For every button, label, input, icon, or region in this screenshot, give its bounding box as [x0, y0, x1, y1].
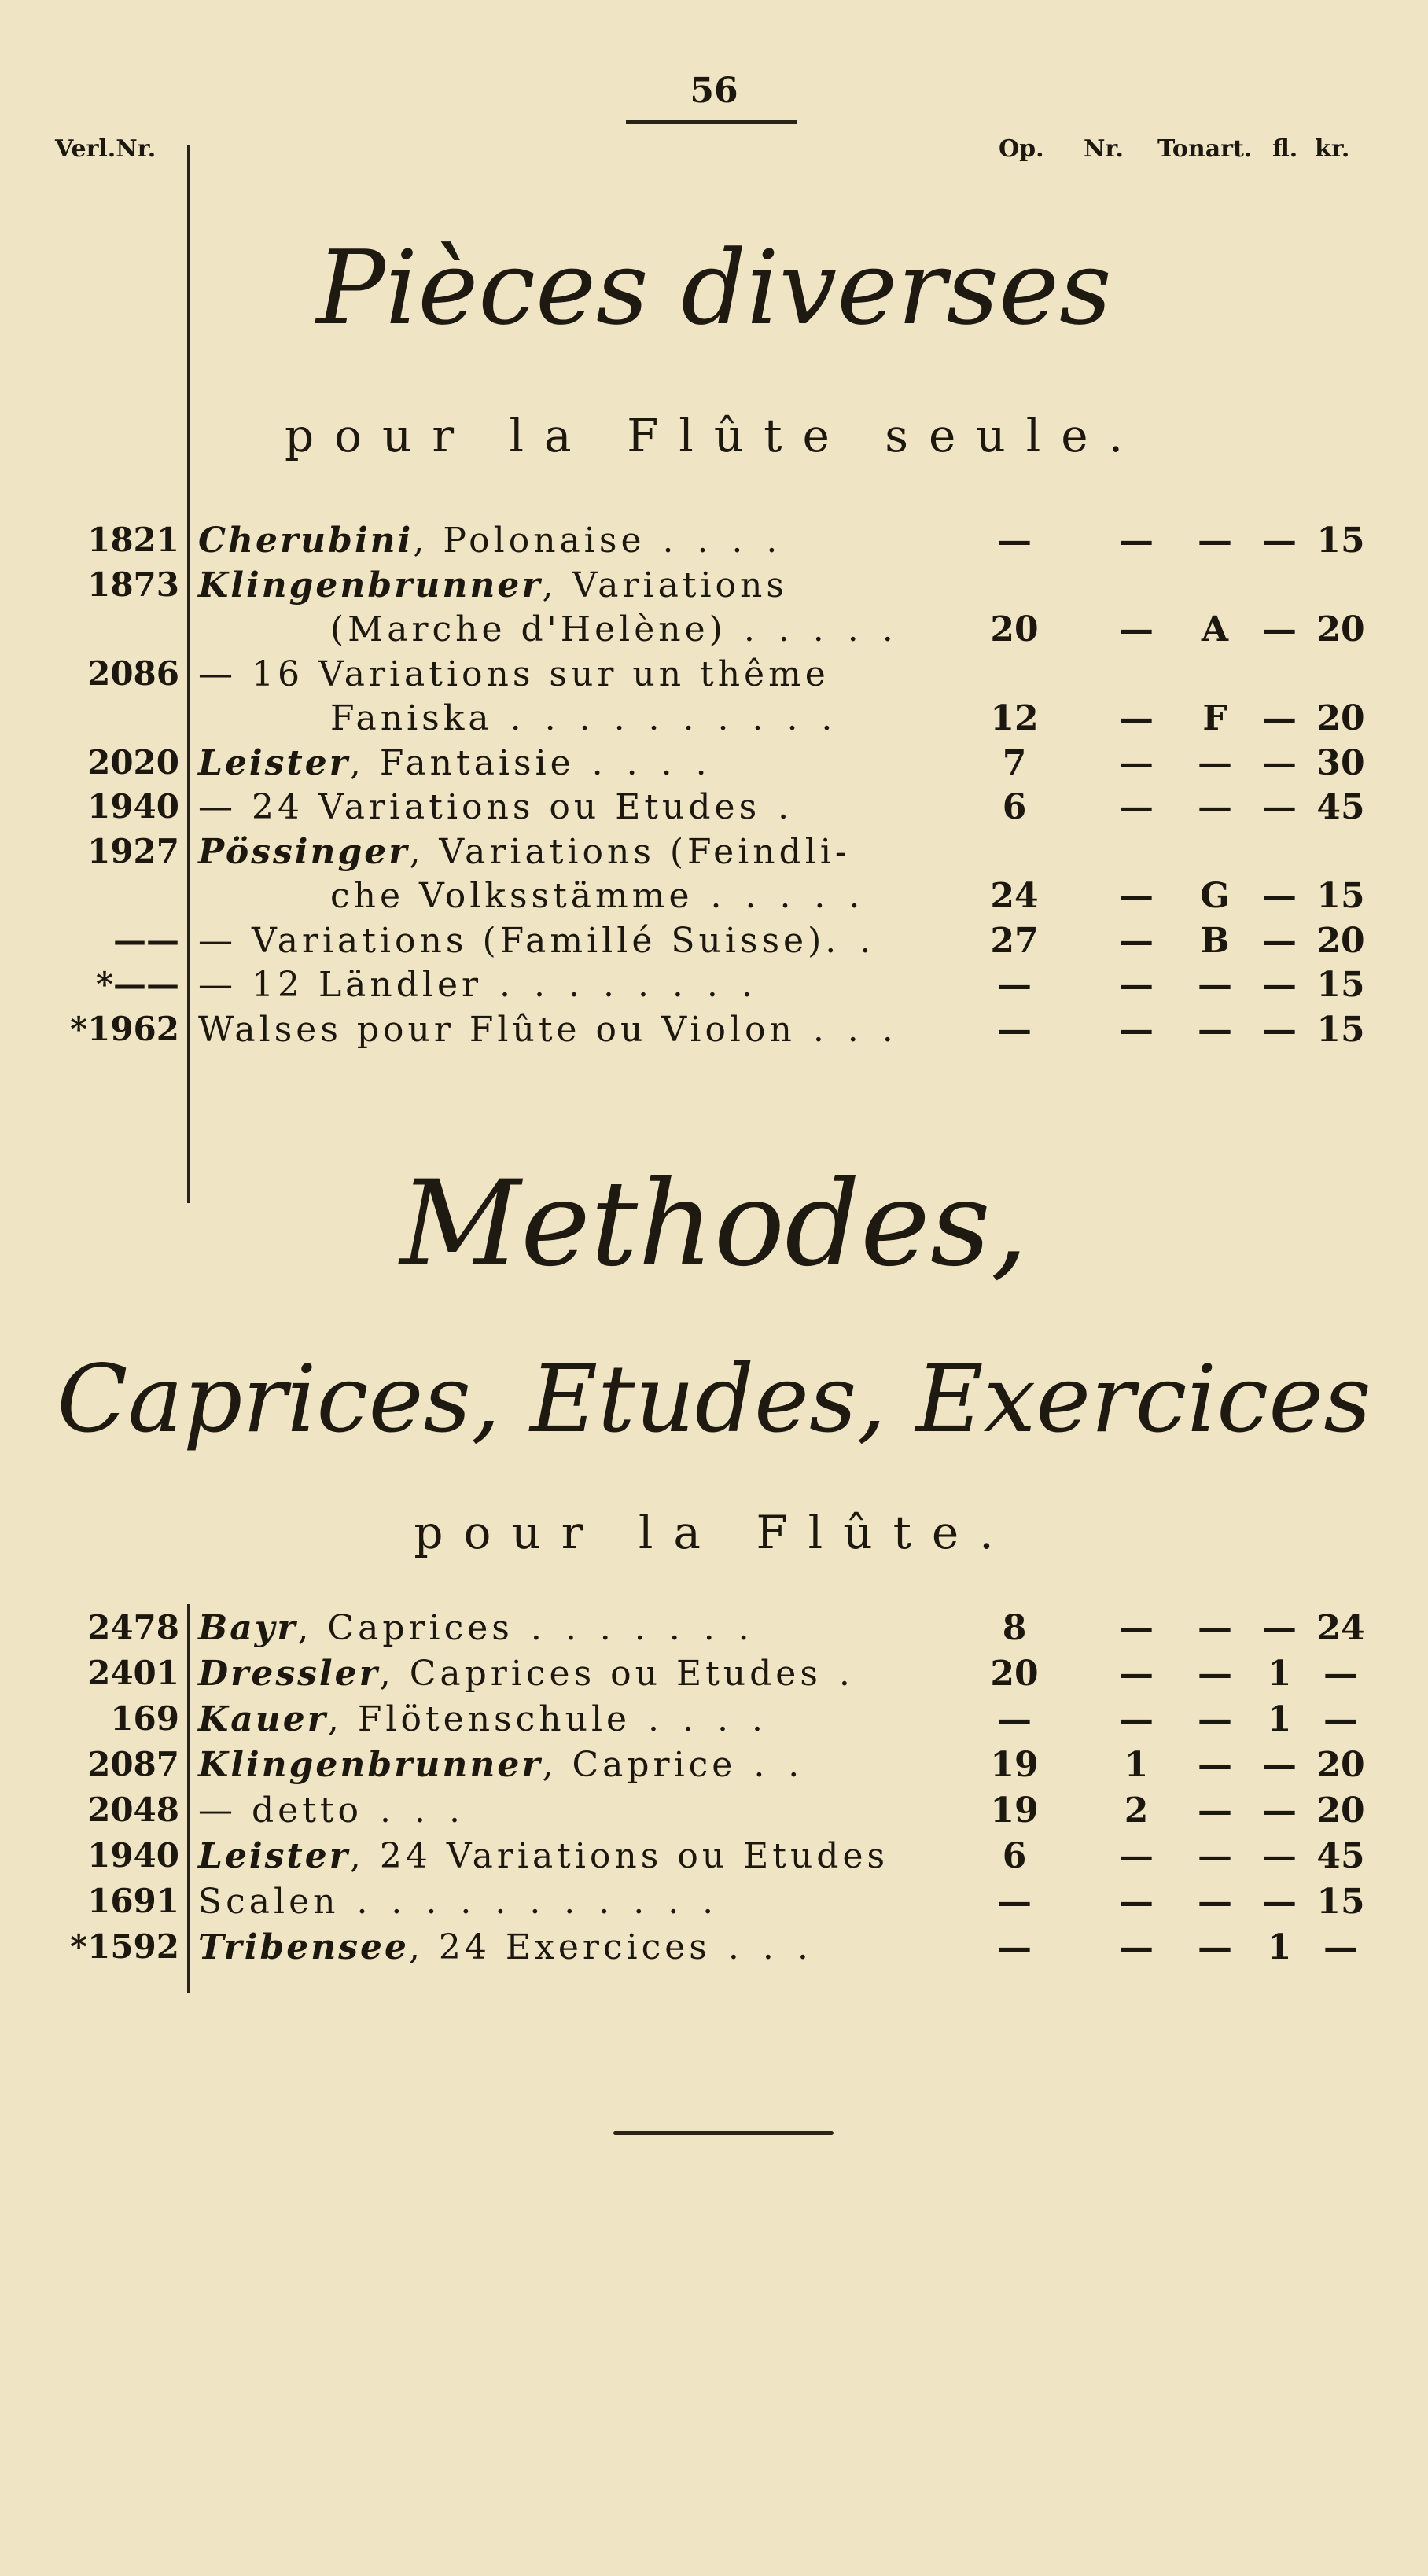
price-kreuzer: 15 [1316, 1882, 1365, 1922]
price-kreuzer: 20 [1316, 609, 1365, 650]
entry-title [330, 609, 900, 650]
section2-title2: Caprices, Etudes, Exercices [57, 1345, 1371, 1453]
leader-dots: . [821, 1654, 856, 1694]
leader-dots: . . . . [574, 742, 713, 783]
verlag-nr: *1962 [70, 1009, 179, 1048]
number: 2 [1124, 1790, 1149, 1831]
verlag-nr: 2086 [87, 653, 179, 693]
opus-number: 6 [1002, 787, 1027, 827]
price-kreuzer: 24 [1316, 1608, 1365, 1648]
price-florin: — [1262, 698, 1297, 738]
price-kreuzer: 15 [1316, 876, 1365, 916]
price-florin: — [1262, 787, 1297, 827]
entry-title [198, 921, 877, 961]
entry-title [198, 832, 851, 872]
composer-name: Bayr [198, 1608, 298, 1648]
price-florin: — [1262, 965, 1297, 1005]
key: B [1200, 920, 1230, 961]
key: — [1198, 1790, 1232, 1831]
header-verlag-nr: Verl.Nr. [55, 135, 156, 163]
work-title: che Volksstämme [330, 876, 694, 916]
price-florin: — [1262, 1790, 1297, 1831]
key: — [1198, 787, 1232, 827]
work-title: — 12 Ländler [198, 965, 483, 1005]
number: — [1119, 920, 1154, 961]
opus-number: 20 [990, 1654, 1039, 1694]
verlag-nr: *—— [96, 965, 179, 1003]
section2-title1: Methodes, [399, 1156, 1029, 1293]
key: — [1198, 742, 1232, 783]
verlag-nr: 1927 [87, 831, 179, 870]
number: — [1119, 609, 1154, 650]
number: 1 [1124, 1745, 1149, 1785]
leader-dots: . . . . [645, 521, 784, 561]
verlag-nr: 2087 [87, 1745, 179, 1783]
entry-title [198, 965, 759, 1005]
price-florin: — [1262, 609, 1297, 650]
price-kreuzer: 30 [1316, 742, 1365, 783]
price-kreuzer: — [1323, 1654, 1358, 1694]
work-title: , Caprices [297, 1608, 513, 1648]
entry-title [198, 743, 713, 783]
work-title: , Polonaise [413, 521, 646, 561]
composer-name: Leister [198, 742, 350, 783]
number: — [1119, 742, 1154, 783]
work-title: Walses pour Flûte ou Violon [198, 1009, 796, 1050]
entry-title [330, 876, 866, 916]
entry-title [198, 565, 788, 605]
entry-title [198, 1790, 466, 1831]
price-florin: 1 [1267, 1927, 1292, 1967]
number: — [1119, 965, 1154, 1005]
key: G [1200, 876, 1230, 916]
price-kreuzer: — [1323, 1699, 1358, 1739]
leader-dots: . . . . [631, 1699, 769, 1739]
number: — [1119, 698, 1154, 738]
price-kreuzer: 20 [1316, 920, 1365, 961]
price-kreuzer: 20 [1316, 698, 1365, 738]
opus-number: 6 [1002, 1836, 1027, 1876]
price-florin: 1 [1267, 1699, 1292, 1739]
verlag-nr: 1821 [87, 521, 179, 559]
opus-number: 7 [1002, 742, 1027, 783]
key: — [1198, 1927, 1232, 1967]
entry-title [198, 787, 795, 827]
key: — [1198, 965, 1232, 1005]
header-fl: fl. [1272, 135, 1298, 163]
price-kreuzer: 45 [1316, 1836, 1365, 1876]
verlag-nr: 1873 [87, 565, 179, 604]
key: — [1198, 1699, 1232, 1739]
work-title: , Caprice [542, 1745, 737, 1785]
number: — [1119, 1836, 1154, 1876]
work-title: — Variations (Famillé Suisse) [198, 920, 826, 961]
opus-number: 24 [990, 876, 1039, 916]
price-florin: — [1262, 1009, 1297, 1050]
opus-number: — [997, 521, 1032, 561]
entry-title [198, 1654, 856, 1694]
key: — [1198, 1882, 1232, 1922]
leader-dots: . [760, 787, 796, 827]
work-title: , Fantaisie [349, 742, 575, 783]
opus-number: — [997, 965, 1032, 1005]
leader-dots: . . [736, 1745, 806, 1785]
verlag-nr: 2048 [87, 1790, 179, 1829]
work-title: , Variations (Feindli- [409, 831, 851, 872]
entry-title [198, 1608, 756, 1648]
number: — [1119, 787, 1154, 827]
composer-name: Pössinger [198, 831, 410, 872]
leader-dots: . . . [363, 1790, 466, 1831]
entry-title [330, 698, 838, 738]
leader-dots: . . . . . . . . [482, 965, 759, 1005]
opus-number: 19 [990, 1790, 1039, 1831]
verlag-nr: 1940 [87, 1836, 179, 1875]
price-florin: — [1262, 1882, 1297, 1922]
number: — [1119, 876, 1154, 916]
composer-name: Tribensee [198, 1927, 409, 1967]
verlag-nr: 1940 [87, 787, 179, 826]
composer-name: Leister [198, 1836, 350, 1876]
price-florin: — [1262, 521, 1297, 561]
work-title: (Marche d'Helène) [330, 609, 727, 650]
opus-number: 19 [990, 1745, 1039, 1785]
price-kreuzer: — [1323, 1927, 1358, 1967]
verlag-nr: —— [113, 920, 179, 959]
key: A [1201, 609, 1229, 650]
price-kreuzer: 45 [1316, 787, 1365, 827]
number: — [1119, 1608, 1154, 1648]
entry-title [198, 1882, 720, 1922]
price-kreuzer: 15 [1316, 965, 1365, 1005]
verlag-nr: 2020 [87, 742, 179, 782]
header-tonart: Tonart. [1157, 135, 1253, 163]
number: — [1119, 1654, 1154, 1694]
leader-dots: . . . [710, 1927, 815, 1967]
work-title: , Variations [542, 565, 788, 605]
work-title: — 16 Variations sur un thême [198, 653, 830, 694]
number: — [1119, 1882, 1154, 1922]
verlag-nr: 1691 [87, 1882, 179, 1920]
key: — [1198, 1836, 1232, 1876]
header-nr: Nr. [1084, 135, 1124, 163]
opus-number: 27 [990, 920, 1039, 961]
opus-number: — [997, 1927, 1032, 1967]
price-kreuzer: 15 [1316, 1009, 1365, 1050]
price-florin: — [1262, 1836, 1297, 1876]
price-florin: — [1262, 876, 1297, 916]
key: — [1198, 1745, 1232, 1785]
leader-dots: . . . . . . . [513, 1608, 756, 1648]
leader-dots: . . . [795, 1009, 900, 1050]
price-florin: 1 [1267, 1654, 1292, 1694]
work-title: , 24 Exercices [408, 1927, 711, 1967]
verlag-nr: 2478 [87, 1608, 179, 1647]
entry-title [198, 1745, 805, 1785]
number: — [1119, 521, 1154, 561]
work-title: , Caprices ou Etudes [379, 1654, 822, 1694]
composer-name: Dressler [198, 1654, 380, 1694]
number: — [1119, 1009, 1154, 1050]
composer-name: Klingenbrunner [198, 1745, 543, 1785]
verlag-nr: 169 [110, 1699, 179, 1738]
work-title: , 24 Variations ou Etudes [349, 1836, 889, 1876]
opus-number: — [997, 1699, 1032, 1739]
work-title: — 24 Variations ou Etudes [198, 787, 761, 827]
price-kreuzer: 20 [1316, 1790, 1365, 1831]
work-title: , Flötenschule [327, 1699, 631, 1739]
number: — [1119, 1927, 1154, 1967]
section1-title: Pièces diverses [316, 228, 1112, 348]
entry-title [198, 1699, 769, 1739]
composer-name: Kauer [198, 1699, 328, 1739]
opus-number: 20 [990, 609, 1039, 650]
opus-number: — [997, 1882, 1032, 1922]
closing-rule [613, 2131, 834, 2135]
composer-name: Cherubini [198, 521, 414, 561]
price-florin: — [1262, 1745, 1297, 1785]
key: F [1202, 698, 1227, 738]
number: — [1119, 1699, 1154, 1739]
key: — [1198, 1654, 1232, 1694]
entry-title [198, 1836, 889, 1876]
entry-title [198, 1010, 900, 1050]
section1-subtitle: pour la Flûte seule. [284, 409, 1144, 462]
entry-title [198, 654, 830, 694]
price-florin: — [1262, 742, 1297, 783]
entry-title [198, 1927, 815, 1967]
key: — [1198, 1009, 1232, 1050]
leader-dots: . . . . . . . . . . [492, 698, 839, 738]
work-title: Faniska [330, 698, 493, 738]
leader-dots: . . [825, 920, 878, 961]
opus-number: 8 [1002, 1608, 1027, 1648]
header-kr: kr. [1315, 135, 1350, 163]
work-title: — detto [198, 1790, 363, 1831]
verlag-nr: 2401 [87, 1654, 179, 1692]
key: — [1198, 521, 1232, 561]
entry-title [198, 521, 783, 561]
page-number-rule [626, 120, 797, 124]
column-divider-bottom [187, 1604, 190, 1993]
header-op: Op. [999, 135, 1044, 163]
price-kreuzer: 20 [1316, 1745, 1365, 1785]
price-kreuzer: 15 [1316, 521, 1365, 561]
leader-dots: . . . . . [726, 609, 900, 650]
section2-subtitle: pour la Flûte. [414, 1506, 1014, 1559]
verlag-nr: *1592 [70, 1927, 179, 1966]
leader-dots: . . . . . . . . . . . [339, 1882, 720, 1922]
key: — [1198, 1608, 1232, 1648]
page-number: 56 [690, 71, 738, 111]
price-florin: — [1262, 1608, 1297, 1648]
opus-number: 12 [990, 698, 1039, 738]
opus-number: — [997, 1009, 1032, 1050]
work-title: Scalen [198, 1882, 340, 1922]
composer-name: Klingenbrunner [198, 565, 543, 605]
price-florin: — [1262, 920, 1297, 961]
leader-dots: . . . . . [693, 876, 867, 916]
